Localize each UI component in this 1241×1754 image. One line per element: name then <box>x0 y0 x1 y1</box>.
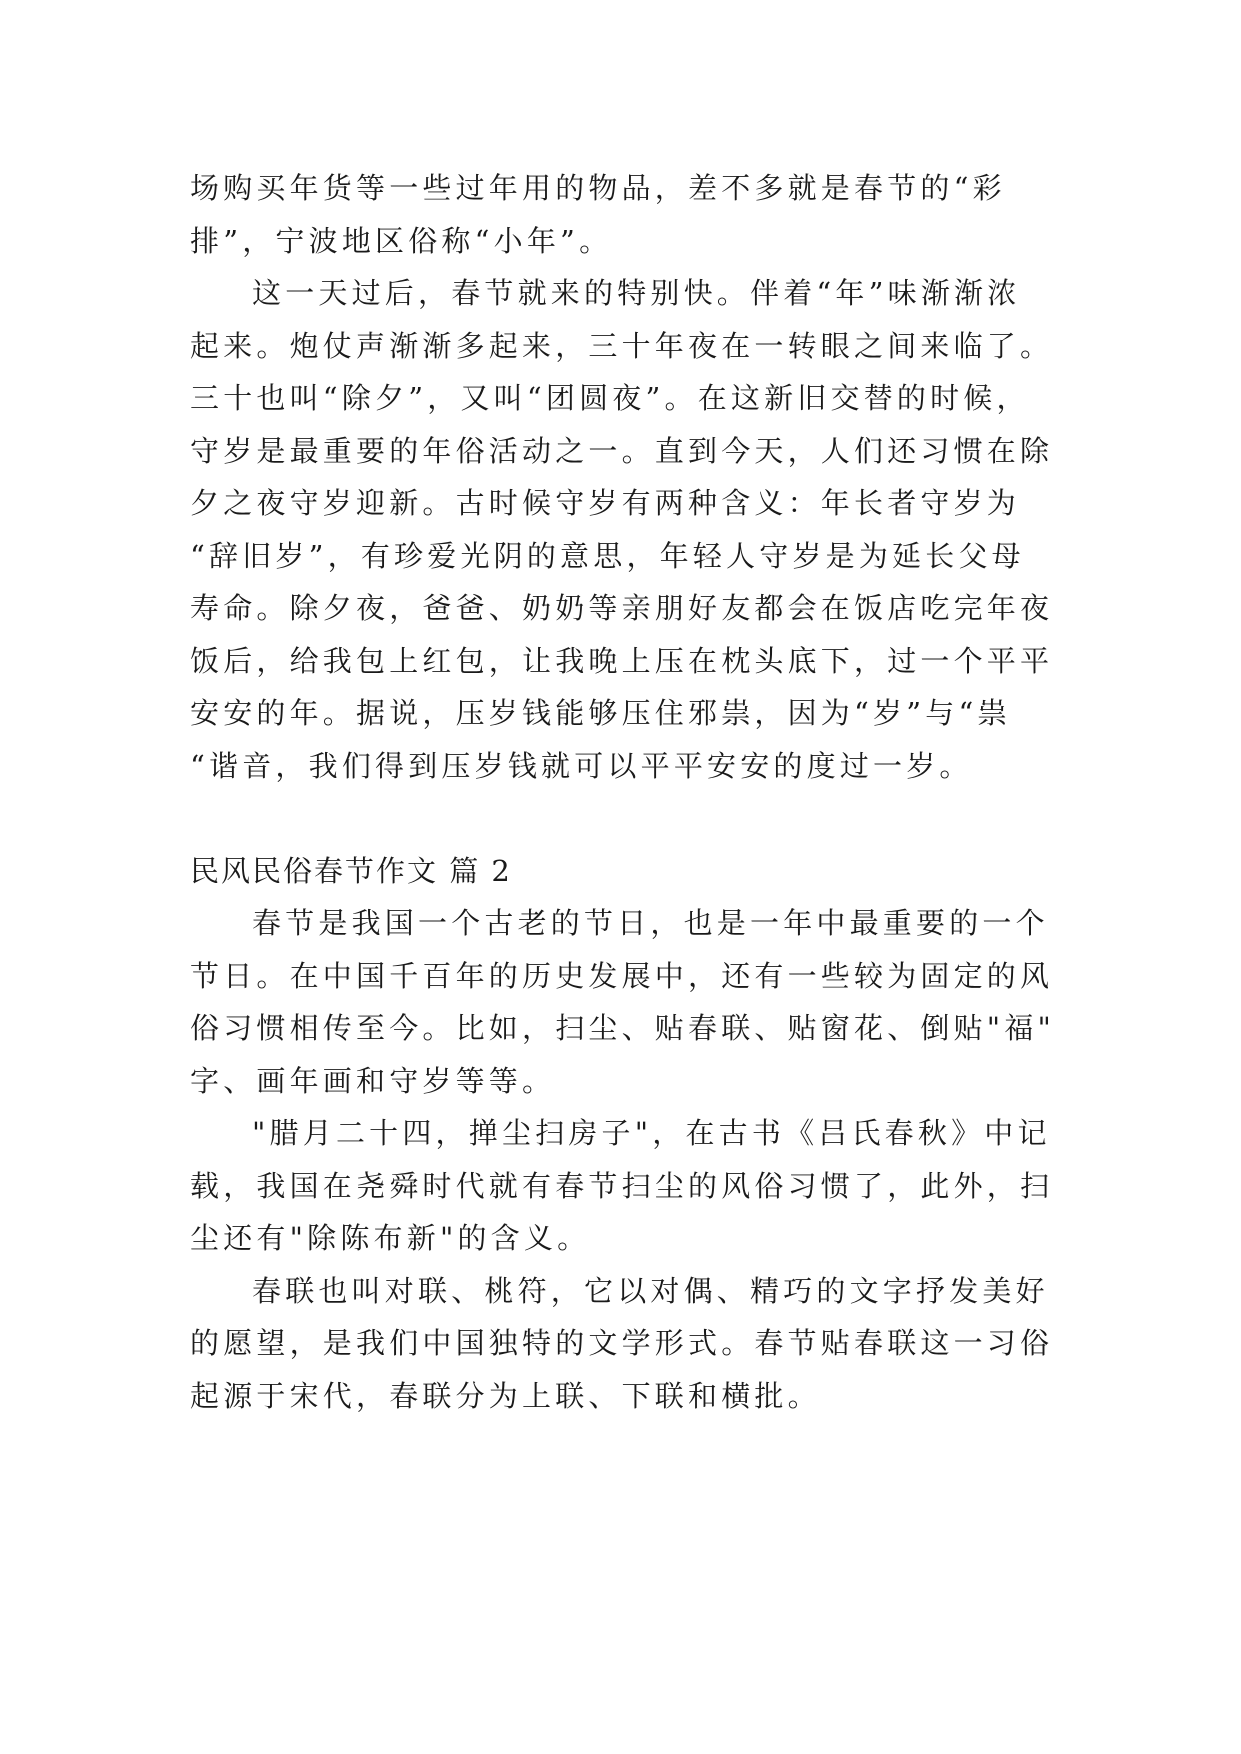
paragraph-line: 守岁是最重要的年俗活动之一。直到今天，人们还习惯在除 <box>190 433 1054 468</box>
paragraph-line: 排”，宁波地区俗称“小年”。 <box>190 223 613 258</box>
paragraph-line: 三十也叫“除夕”，又叫“团圆夜”。在这新旧交替的时候， <box>190 381 1030 415</box>
paragraph-line: 夕之夜守岁迎新。古时候守岁有两种含义：年长者守岁为 <box>190 486 1021 520</box>
paragraph-line: 春节是我国一个古老的节日，也是一年中最重要的一个 <box>252 906 1049 940</box>
paragraph-line: 起源于宋代，春联分为上联、下联和横批。 <box>190 1378 821 1413</box>
paragraph-line: "腊月二十四，掸尘扫房子"，在古书《吕氏春秋》中记 <box>252 1116 1051 1150</box>
section-spacer <box>190 792 1070 845</box>
section-heading: 民风民俗春节作文 篇 2 <box>190 853 512 888</box>
paragraph-line: “辞旧岁”，有珍爱光阴的意思，年轻人守岁是为延长父母 <box>190 538 1025 573</box>
paragraph-line: 寿命。除夕夜，爸爸、奶奶等亲朋好友都会在饭店吃完年夜 <box>190 591 1054 625</box>
paragraph-line: 场购买年货等一些过年用的物品，差不多就是春节的“彩 <box>190 171 1006 205</box>
paragraph-line: 的愿望，是我们中国独特的文学形式。春节贴春联这一习俗 <box>190 1326 1054 1360</box>
paragraph-line: 这一天过后，春节就来的特别快。伴着“年”味渐渐浓 <box>252 276 1021 310</box>
paragraph-line: 载，我国在尧舜时代就有春节扫尘的风俗习惯了，此外，扫 <box>190 1168 1054 1203</box>
paragraph-line: 俗习惯相传至今。比如，扫尘、贴春联、贴窗花、倒贴"福" <box>190 1011 1056 1045</box>
paragraph-line: 起来。炮仗声渐渐多起来，三十年夜在一转眼之间来临了。 <box>190 328 1054 363</box>
paragraph-line: 饭后，给我包上红包，让我晚上压在枕头底下，过一个平平 <box>190 643 1054 678</box>
paragraph-line: 春联也叫对联、桃符，它以对偶、精巧的文字抒发美好 <box>252 1273 1049 1308</box>
document-body <box>190 162 1070 1422</box>
paragraph-line: 尘还有"除陈布新"的含义。 <box>190 1221 591 1255</box>
paragraph-line: 安安的年。据说，压岁钱能够压住邪祟，因为“岁”与“祟 <box>190 696 1011 730</box>
paragraph-line: 节日。在中国千百年的历史发展中，还有一些较为固定的风 <box>190 958 1054 993</box>
paragraph-line: “谐音，我们得到压岁钱就可以平平安安的度过一岁。 <box>190 748 973 783</box>
paragraph-line: 字、画年画和守岁等等。 <box>190 1063 556 1098</box>
